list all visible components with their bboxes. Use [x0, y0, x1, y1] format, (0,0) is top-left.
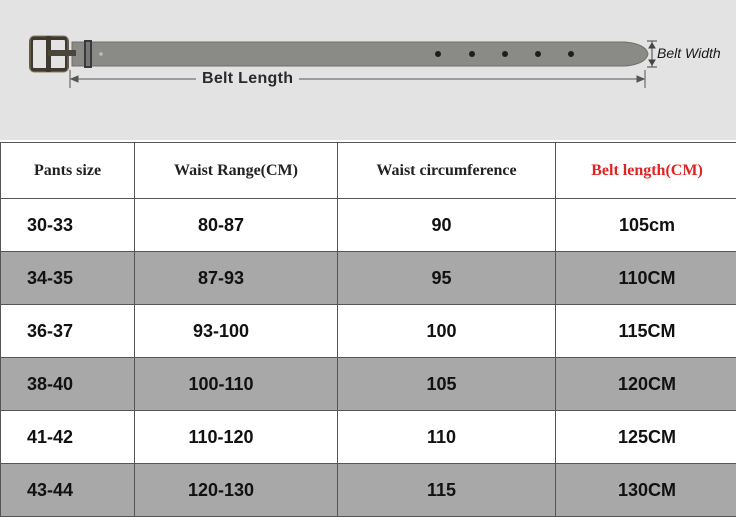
table-row	[1, 358, 736, 411]
cell-belt-length: 110CM	[556, 252, 736, 305]
cell-belt-length: 105cm	[556, 199, 736, 252]
cell-waist-range: 100-110	[135, 358, 338, 411]
cell-waist-range: 87-93	[135, 252, 338, 305]
length-dimension	[70, 70, 645, 88]
header-pants-size: Pants size	[1, 143, 135, 199]
table-row	[1, 252, 736, 305]
cell-belt-length: 125CM	[556, 411, 736, 464]
header-waist-range: Waist Range(CM)	[135, 143, 338, 199]
belt-diagram	[0, 0, 736, 140]
header-waist-circumference: Waist circumference	[338, 143, 556, 199]
cell-waist-circumference: 110	[338, 411, 556, 464]
cell-belt-length: 130CM	[556, 464, 736, 517]
table-row	[1, 464, 736, 517]
cell-pants-size: 30-33	[1, 199, 135, 252]
size-chart-table	[0, 142, 736, 517]
belt-illustration	[0, 0, 736, 140]
belt-length-label: Belt Length	[196, 70, 299, 88]
buckle-icon	[30, 36, 76, 72]
table-row	[1, 199, 736, 252]
rivet-icon	[99, 52, 103, 56]
cell-pants-size: 43-44	[1, 464, 135, 517]
cell-waist-range: 93-100	[135, 305, 338, 358]
cell-belt-length: 115CM	[556, 305, 736, 358]
cell-waist-range: 120-130	[135, 464, 338, 517]
table-row	[1, 411, 736, 464]
cell-pants-size: 34-35	[1, 252, 135, 305]
cell-pants-size: 36-37	[1, 305, 135, 358]
cell-waist-range: 110-120	[135, 411, 338, 464]
cell-waist-circumference: 105	[338, 358, 556, 411]
belt-strap	[72, 42, 648, 66]
header-belt-length: Belt length(CM)	[556, 143, 736, 199]
cell-waist-circumference: 115	[338, 464, 556, 517]
table-header-row	[1, 143, 736, 199]
table-row	[1, 305, 736, 358]
cell-pants-size: 41-42	[1, 411, 135, 464]
cell-waist-circumference: 100	[338, 305, 556, 358]
cell-belt-length: 120CM	[556, 358, 736, 411]
cell-pants-size: 38-40	[1, 358, 135, 411]
belt-width-label: Belt Width	[657, 45, 721, 61]
cell-waist-range: 80-87	[135, 199, 338, 252]
cell-waist-circumference: 95	[338, 252, 556, 305]
cell-waist-circumference: 90	[338, 199, 556, 252]
